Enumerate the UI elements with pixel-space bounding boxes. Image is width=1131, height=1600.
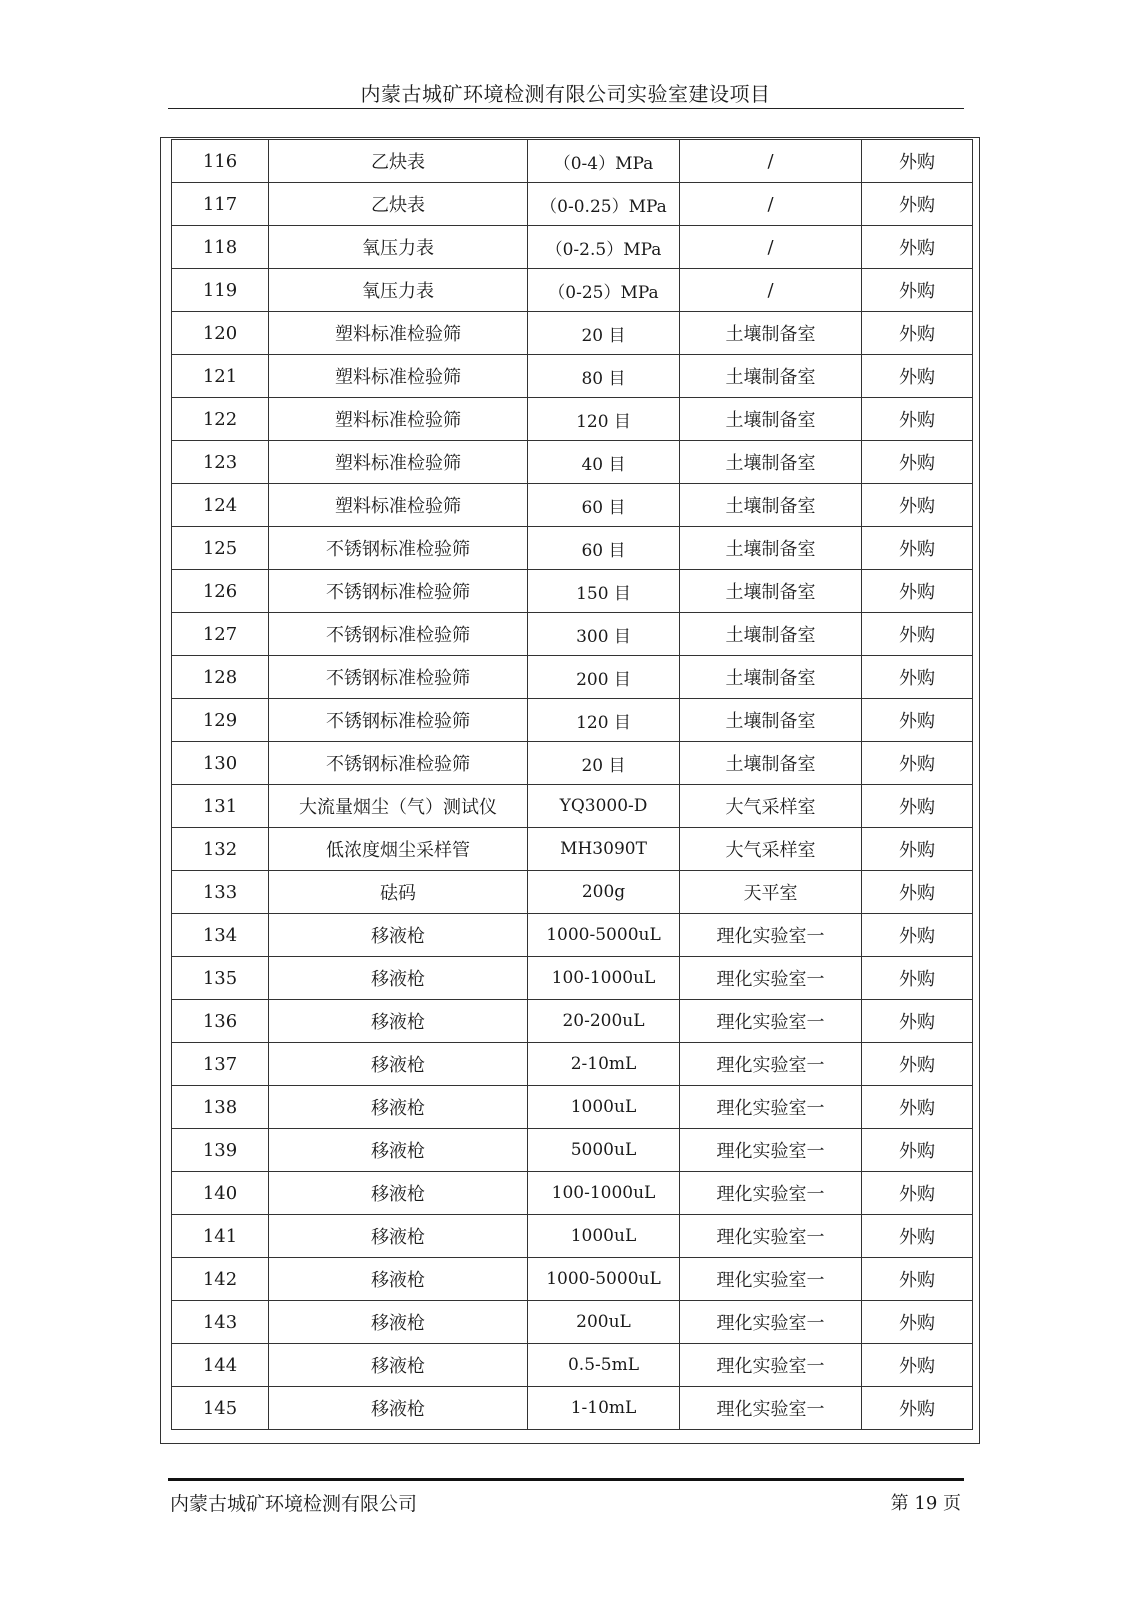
source-cell: 外购	[862, 656, 973, 699]
source-cell: 外购	[862, 613, 973, 656]
source-cell: 外购	[862, 484, 973, 527]
equipment-name-cell: 移液枪	[269, 1086, 528, 1129]
equipment-name-cell: 不锈钢标准检验筛	[269, 742, 528, 785]
source-cell: 外购	[862, 1215, 973, 1258]
row-number-cell: 130	[172, 742, 269, 785]
location-cell: 理化实验室一	[680, 1215, 862, 1258]
source-cell: 外购	[862, 1172, 973, 1215]
equipment-name-cell: 移液枪	[269, 1043, 528, 1086]
location-cell: 理化实验室一	[680, 914, 862, 957]
specification-cell: 300 目	[528, 613, 680, 656]
table-row	[172, 269, 973, 312]
location-cell: 理化实验室一	[680, 1258, 862, 1301]
table-row	[172, 656, 973, 699]
specification-cell: 60 目	[528, 527, 680, 570]
equipment-name-cell: 塑料标准检验筛	[269, 441, 528, 484]
location-cell: 土壤制备室	[680, 699, 862, 742]
source-cell: 外购	[862, 914, 973, 957]
equipment-name-cell: 不锈钢标准检验筛	[269, 527, 528, 570]
row-number-cell: 138	[172, 1086, 269, 1129]
table-row	[172, 312, 973, 355]
row-number-cell: 134	[172, 914, 269, 957]
equipment-name-cell: 不锈钢标准检验筛	[269, 570, 528, 613]
row-number-cell: 126	[172, 570, 269, 613]
source-cell: 外购	[862, 699, 973, 742]
specification-cell: 80 目	[528, 355, 680, 398]
location-cell: 土壤制备室	[680, 441, 862, 484]
location-cell: 理化实验室一	[680, 1000, 862, 1043]
location-cell: 理化实验室一	[680, 957, 862, 1000]
row-number-cell: 124	[172, 484, 269, 527]
location-cell: 理化实验室一	[680, 1172, 862, 1215]
row-number-cell: 141	[172, 1215, 269, 1258]
specification-cell: 5000uL	[528, 1129, 680, 1172]
specification-cell: （0-25）MPa	[528, 269, 680, 312]
table-row	[172, 785, 973, 828]
source-cell: 外购	[862, 527, 973, 570]
equipment-name-cell: 乙炔表	[269, 183, 528, 226]
specification-cell: （0-0.25）MPa	[528, 183, 680, 226]
specification-cell: 20 目	[528, 312, 680, 355]
specification-cell: 1000uL	[528, 1086, 680, 1129]
source-cell: 外购	[862, 785, 973, 828]
source-cell: 外购	[862, 570, 973, 613]
equipment-name-cell: 塑料标准检验筛	[269, 312, 528, 355]
equipment-name-cell: 移液枪	[269, 1258, 528, 1301]
equipment-name-cell: 不锈钢标准检验筛	[269, 656, 528, 699]
equipment-name-cell: 不锈钢标准检验筛	[269, 613, 528, 656]
table-row	[172, 613, 973, 656]
location-cell: 天平室	[680, 871, 862, 914]
row-number-cell: 143	[172, 1301, 269, 1344]
source-cell: 外购	[862, 1129, 973, 1172]
source-cell: 外购	[862, 1344, 973, 1387]
row-number-cell: 121	[172, 355, 269, 398]
table-row	[172, 527, 973, 570]
row-number-cell: 135	[172, 957, 269, 1000]
source-cell: 外购	[862, 226, 973, 269]
row-number-cell: 139	[172, 1129, 269, 1172]
location-cell: 理化实验室一	[680, 1387, 862, 1430]
source-cell: 外购	[862, 742, 973, 785]
source-cell: 外购	[862, 1387, 973, 1430]
equipment-name-cell: 塑料标准检验筛	[269, 484, 528, 527]
source-cell: 外购	[862, 269, 973, 312]
row-number-cell: 137	[172, 1043, 269, 1086]
equipment-name-cell: 不锈钢标准检验筛	[269, 699, 528, 742]
specification-cell: 120 目	[528, 398, 680, 441]
specification-cell: 1000-5000uL	[528, 914, 680, 957]
table-row	[172, 1043, 973, 1086]
location-cell: 土壤制备室	[680, 613, 862, 656]
specification-cell: 1-10mL	[528, 1387, 680, 1430]
location-cell: 土壤制备室	[680, 656, 862, 699]
table-row	[172, 914, 973, 957]
specification-cell: MH3090T	[528, 828, 680, 871]
equipment-name-cell: 移液枪	[269, 1172, 528, 1215]
specification-cell: 200uL	[528, 1301, 680, 1344]
equipment-name-cell: 移液枪	[269, 1301, 528, 1344]
table-row	[172, 183, 973, 226]
source-cell: 外购	[862, 441, 973, 484]
table-row	[172, 1344, 973, 1387]
location-cell: 大气采样室	[680, 785, 862, 828]
location-cell: 理化实验室一	[680, 1301, 862, 1344]
table-row	[172, 140, 973, 183]
equipment-table-body	[172, 140, 973, 1430]
footer-company-name: 内蒙古城矿环境检测有限公司	[170, 1493, 418, 1515]
row-number-cell: 131	[172, 785, 269, 828]
table-row	[172, 398, 973, 441]
equipment-name-cell: 低浓度烟尘采样管	[269, 828, 528, 871]
location-cell: /	[680, 226, 862, 269]
equipment-name-cell: 大流量烟尘（气）测试仪	[269, 785, 528, 828]
specification-cell: 120 目	[528, 699, 680, 742]
table-row	[172, 570, 973, 613]
specification-cell: 150 目	[528, 570, 680, 613]
header-divider	[168, 108, 964, 109]
row-number-cell: 122	[172, 398, 269, 441]
table-row	[172, 226, 973, 269]
specification-cell: 0.5-5mL	[528, 1344, 680, 1387]
location-cell: 土壤制备室	[680, 742, 862, 785]
equipment-name-cell: 塑料标准检验筛	[269, 355, 528, 398]
location-cell: /	[680, 269, 862, 312]
table-row	[172, 828, 973, 871]
equipment-name-cell: 移液枪	[269, 1387, 528, 1430]
source-cell: 外购	[862, 1086, 973, 1129]
specification-cell: （0-4）MPa	[528, 140, 680, 183]
equipment-name-cell: 移液枪	[269, 914, 528, 957]
table-row	[172, 1129, 973, 1172]
source-cell: 外购	[862, 183, 973, 226]
source-cell: 外购	[862, 355, 973, 398]
table-row	[172, 355, 973, 398]
location-cell: /	[680, 183, 862, 226]
row-number-cell: 145	[172, 1387, 269, 1430]
specification-cell: （0-2.5）MPa	[528, 226, 680, 269]
row-number-cell: 116	[172, 140, 269, 183]
row-number-cell: 127	[172, 613, 269, 656]
equipment-name-cell: 砝码	[269, 871, 528, 914]
source-cell: 外购	[862, 312, 973, 355]
page-header-title: 内蒙古城矿环境检测有限公司实验室建设项目	[360, 82, 771, 106]
row-number-cell: 140	[172, 1172, 269, 1215]
equipment-name-cell: 移液枪	[269, 1215, 528, 1258]
row-number-cell: 133	[172, 871, 269, 914]
specification-cell: 1000uL	[528, 1215, 680, 1258]
row-number-cell: 129	[172, 699, 269, 742]
equipment-table	[171, 139, 973, 1430]
specification-cell: 60 目	[528, 484, 680, 527]
location-cell: 土壤制备室	[680, 312, 862, 355]
specification-cell: 2-10mL	[528, 1043, 680, 1086]
specification-cell: 20 目	[528, 742, 680, 785]
table-row	[172, 699, 973, 742]
source-cell: 外购	[862, 1043, 973, 1086]
equipment-name-cell: 氧压力表	[269, 226, 528, 269]
location-cell: 土壤制备室	[680, 570, 862, 613]
location-cell: 土壤制备室	[680, 484, 862, 527]
location-cell: 理化实验室一	[680, 1344, 862, 1387]
table-row	[172, 441, 973, 484]
specification-cell: 200 目	[528, 656, 680, 699]
table-row	[172, 1086, 973, 1129]
location-cell: 土壤制备室	[680, 398, 862, 441]
table-row	[172, 1301, 973, 1344]
table-row	[172, 1258, 973, 1301]
table-row	[172, 484, 973, 527]
row-number-cell: 117	[172, 183, 269, 226]
source-cell: 外购	[862, 140, 973, 183]
location-cell: /	[680, 140, 862, 183]
footer-divider	[168, 1478, 964, 1481]
table-row	[172, 957, 973, 1000]
source-cell: 外购	[862, 1301, 973, 1344]
equipment-name-cell: 移液枪	[269, 1344, 528, 1387]
row-number-cell: 123	[172, 441, 269, 484]
row-number-cell: 136	[172, 1000, 269, 1043]
row-number-cell: 142	[172, 1258, 269, 1301]
equipment-name-cell: 移液枪	[269, 1000, 528, 1043]
equipment-name-cell: 氧压力表	[269, 269, 528, 312]
row-number-cell: 144	[172, 1344, 269, 1387]
equipment-name-cell: 塑料标准检验筛	[269, 398, 528, 441]
source-cell: 外购	[862, 1000, 973, 1043]
row-number-cell: 132	[172, 828, 269, 871]
row-number-cell: 119	[172, 269, 269, 312]
table-row	[172, 1215, 973, 1258]
source-cell: 外购	[862, 398, 973, 441]
location-cell: 大气采样室	[680, 828, 862, 871]
source-cell: 外购	[862, 828, 973, 871]
equipment-name-cell: 乙炔表	[269, 140, 528, 183]
equipment-name-cell: 移液枪	[269, 1129, 528, 1172]
specification-cell: 20-200uL	[528, 1000, 680, 1043]
specification-cell: 100-1000uL	[528, 957, 680, 1000]
source-cell: 外购	[862, 1258, 973, 1301]
location-cell: 土壤制备室	[680, 355, 862, 398]
specification-cell: 40 目	[528, 441, 680, 484]
table-row	[172, 1000, 973, 1043]
table-row	[172, 1172, 973, 1215]
row-number-cell: 125	[172, 527, 269, 570]
specification-cell: 100-1000uL	[528, 1172, 680, 1215]
equipment-name-cell: 移液枪	[269, 957, 528, 1000]
row-number-cell: 128	[172, 656, 269, 699]
table-row	[172, 1387, 973, 1430]
location-cell: 理化实验室一	[680, 1086, 862, 1129]
location-cell: 理化实验室一	[680, 1129, 862, 1172]
row-number-cell: 120	[172, 312, 269, 355]
specification-cell: 200g	[528, 871, 680, 914]
table-row	[172, 742, 973, 785]
footer-page-number: 第 19 页	[890, 1493, 961, 1514]
specification-cell: 1000-5000uL	[528, 1258, 680, 1301]
source-cell: 外购	[862, 871, 973, 914]
location-cell: 土壤制备室	[680, 527, 862, 570]
source-cell: 外购	[862, 957, 973, 1000]
location-cell: 理化实验室一	[680, 1043, 862, 1086]
table-row	[172, 871, 973, 914]
row-number-cell: 118	[172, 226, 269, 269]
specification-cell: YQ3000-D	[528, 785, 680, 828]
